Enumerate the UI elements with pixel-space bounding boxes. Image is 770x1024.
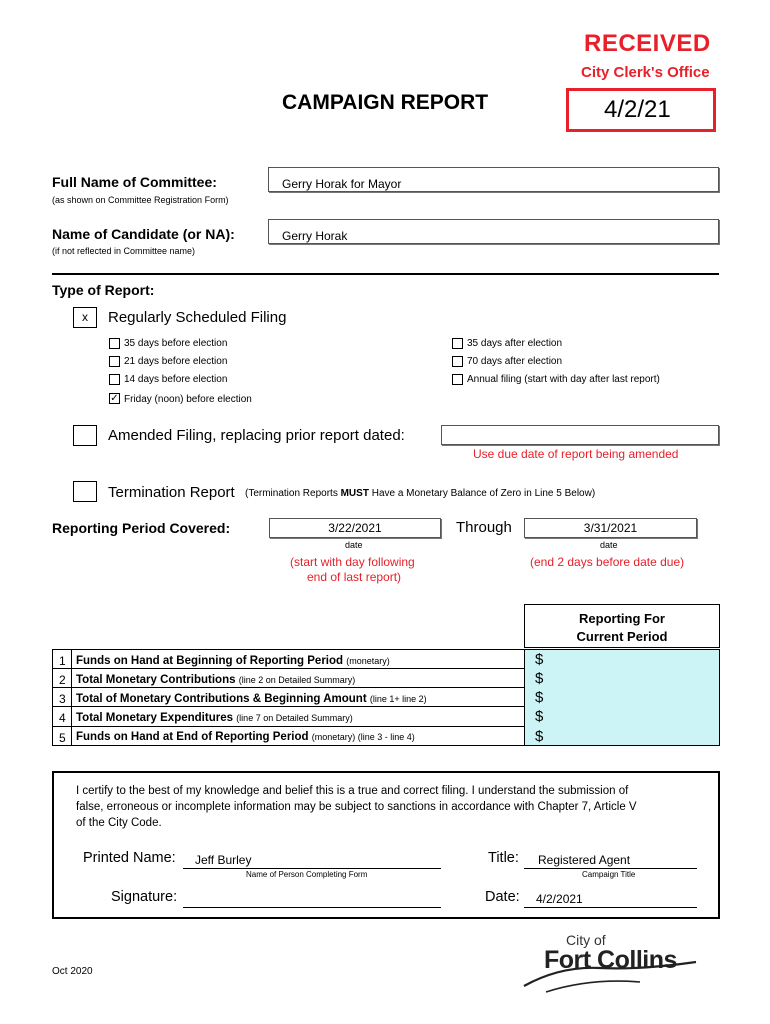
printed-name-caption: Name of Person Completing Form	[246, 870, 368, 879]
received-stamp-date: 4/2/21	[604, 96, 671, 123]
date-field[interactable]	[524, 891, 697, 908]
reporting-period-label: Reporting Period Covered:	[52, 520, 231, 536]
candidate-label: Name of Candidate (or NA):	[52, 226, 235, 242]
printed-name-field[interactable]	[183, 852, 441, 869]
period-end-caption: date	[600, 540, 618, 550]
signature-field[interactable]	[183, 891, 441, 908]
termination-report-label: Termination Report	[108, 484, 235, 501]
period-through-label: Through	[456, 519, 512, 536]
option-friday-mark: ✓	[110, 393, 119, 404]
title-value: Registered Agent	[538, 853, 631, 867]
row-4-label: Total Monetary Expenditures	[76, 712, 233, 724]
termination-note-must: MUST	[340, 488, 369, 499]
row-5-label-wrap	[76, 731, 415, 743]
option-friday-label: Friday (noon) before election	[124, 394, 252, 405]
section-divider	[52, 273, 719, 275]
row-4-label-wrap	[76, 712, 353, 724]
certification-text-3: of the City Code.	[76, 817, 162, 829]
row-4-note: (line 7 on Detailed Summary)	[236, 713, 353, 723]
option-14-before-checkbox[interactable]	[109, 374, 120, 385]
signature-label: Signature:	[111, 889, 178, 905]
row-2-label: Total Monetary Contributions	[76, 674, 236, 686]
termination-report-checkbox[interactable]	[73, 481, 97, 502]
regular-filing-label: Regularly Scheduled Filing	[108, 309, 287, 326]
option-35-after-label: 35 days after election	[467, 338, 563, 349]
amended-date-field[interactable]	[441, 425, 719, 445]
row-3-number: 3	[59, 692, 66, 706]
option-70-after-label: 70 days after election	[467, 356, 563, 367]
candidate-name-value: Gerry Horak	[282, 229, 348, 243]
row-2-note: (line 2 on Detailed Summary)	[238, 675, 356, 685]
option-14-before-label: 14 days before election	[124, 374, 228, 385]
row-4-number: 4	[59, 711, 66, 725]
row-5-label: Funds on Hand at End of Reporting Period	[76, 731, 309, 743]
table-header-cell	[524, 604, 720, 648]
termination-note-post: Have a Monetary Balance of Zero in Line 5 Below)	[368, 488, 596, 499]
period-end-value: 3/31/2021	[583, 521, 638, 535]
printed-name-value: Jeff Burley	[195, 853, 252, 867]
row-5-currency: $	[535, 728, 544, 745]
row-divider	[52, 687, 524, 688]
row-2-currency: $	[535, 670, 544, 687]
termination-note	[245, 488, 595, 499]
table-header-line-2: Current Period	[576, 629, 668, 644]
amended-filing-label: Amended Filing, replacing prior report dated:	[108, 427, 405, 444]
termination-note-pre: (Termination Reports	[245, 488, 341, 499]
period-start-note-2: end of last report)	[307, 570, 402, 584]
row-3-currency: $	[535, 689, 544, 706]
logo-city-of: City of	[566, 932, 606, 948]
row-1-label: Funds on Hand at Beginning of Reporting Period	[76, 655, 344, 667]
fort-collins-logo	[520, 932, 720, 994]
committee-name-value: Gerry Horak for Mayor	[282, 177, 402, 191]
title-caption: Campaign Title	[582, 870, 636, 879]
row-2-label-wrap	[76, 674, 355, 686]
row-4-currency: $	[535, 708, 544, 725]
period-start-note-1: (start with day following	[290, 555, 415, 569]
option-35-before-label: 35 days before election	[124, 338, 228, 349]
option-friday-checkbox[interactable]	[109, 393, 120, 404]
received-stamp-title: RECEIVED	[584, 30, 711, 57]
received-stamp-office: City Clerk's Office	[581, 64, 710, 81]
row-3-note: (line 1+ line 2)	[369, 694, 427, 704]
certification-text-1: I certify to the best of my knowledge and belief this is a true and correct filing. I understand the submission of	[76, 785, 629, 797]
regular-filing-mark: x	[82, 310, 88, 324]
table-value-fill	[525, 650, 719, 745]
row-3-label-wrap	[76, 693, 427, 705]
row-divider	[52, 726, 524, 727]
row-divider	[52, 706, 524, 707]
period-start-caption: date	[345, 540, 363, 550]
row-5-note: (monetary) (line 3 - line 4)	[311, 732, 415, 742]
option-35-before-checkbox[interactable]	[109, 338, 120, 349]
title-label: Title:	[488, 850, 519, 866]
option-annual-label: Annual filing (start with day after last report)	[467, 374, 660, 385]
option-70-after-checkbox[interactable]	[452, 356, 463, 367]
regular-filing-checkbox[interactable]	[73, 307, 97, 328]
row-1-label-wrap	[76, 655, 390, 667]
row-1-number: 1	[59, 654, 66, 668]
period-end-note: (end 2 days before date due)	[530, 555, 685, 569]
amended-filing-checkbox[interactable]	[73, 425, 97, 446]
committee-name-field[interactable]	[268, 167, 719, 192]
row-divider	[52, 668, 524, 669]
row-3-label: Total of Monetary Contributions & Beginning Amount	[76, 693, 367, 705]
report-type-heading: Type of Report:	[52, 282, 155, 298]
date-value: 4/2/2021	[536, 892, 583, 906]
committee-label: Full Name of Committee:	[52, 174, 217, 190]
option-annual-checkbox[interactable]	[452, 374, 463, 385]
page-title: CAMPAIGN REPORT	[282, 91, 489, 114]
option-21-before-checkbox[interactable]	[109, 356, 120, 367]
option-21-before-label: 21 days before election	[124, 356, 228, 367]
row-2-number: 2	[59, 673, 66, 687]
table-header-line-1: Reporting For	[579, 611, 665, 626]
committee-sublabel: (as shown on Committee Registration Form)	[52, 195, 229, 205]
date-label: Date:	[485, 889, 520, 905]
period-end-field[interactable]	[524, 518, 697, 538]
candidate-sublabel: (if not reflected in Committee name)	[52, 246, 196, 256]
amended-note: Use due date of report being amended	[473, 447, 679, 461]
candidate-name-field[interactable]	[268, 219, 719, 244]
row-1-note: (monetary)	[346, 656, 390, 666]
form-edition: Oct 2020	[52, 966, 93, 977]
period-start-value: 3/22/2021	[328, 521, 382, 535]
table-number-column-divider	[71, 649, 72, 746]
row-5-number: 5	[59, 731, 66, 745]
option-35-after-checkbox[interactable]	[452, 338, 463, 349]
certification-text-2: false, erroneous or incomplete information may be subject to sanctions in accordance with Chapter 7, Article V	[76, 801, 637, 813]
title-field[interactable]	[524, 852, 697, 869]
row-1-currency: $	[535, 651, 544, 668]
printed-name-label: Printed Name:	[83, 850, 176, 866]
logo-fort-collins: Fort Collins	[544, 946, 677, 974]
period-start-field[interactable]	[269, 518, 441, 538]
